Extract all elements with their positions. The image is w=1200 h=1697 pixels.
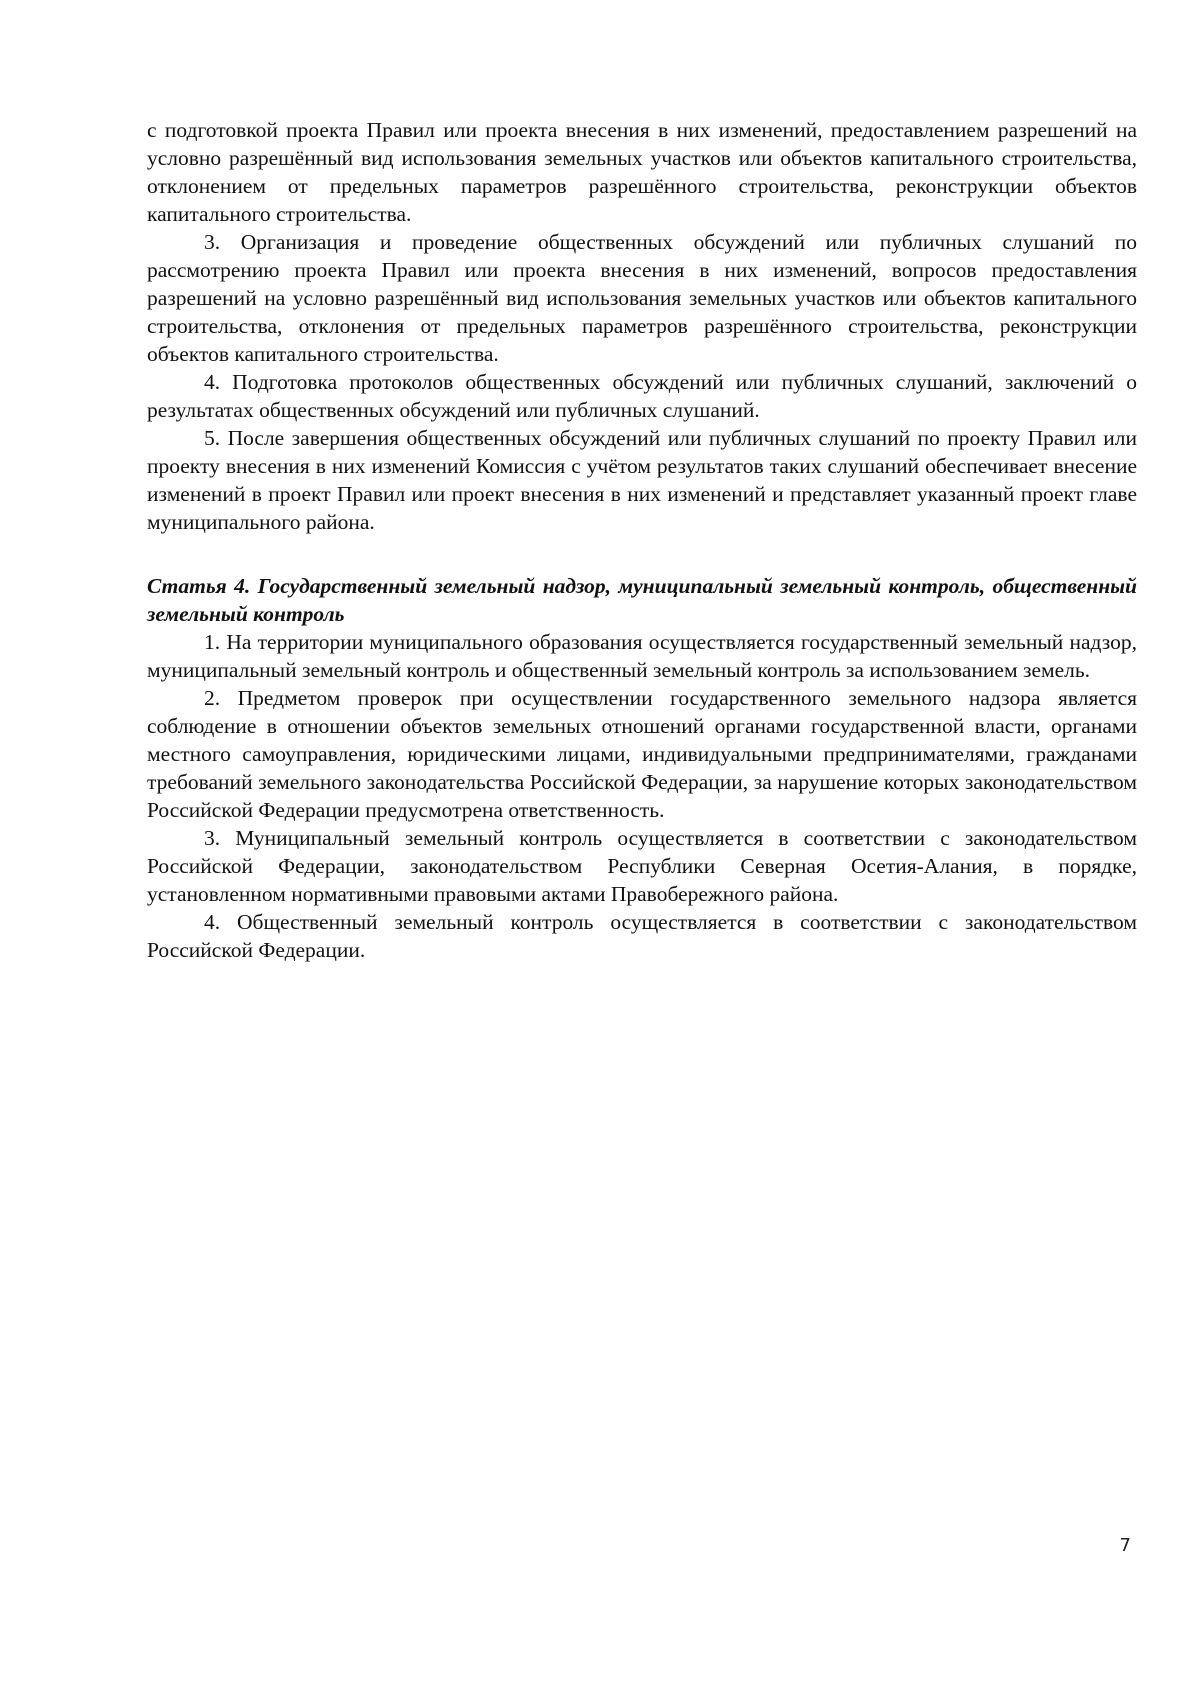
document-body — [147, 116, 1137, 964]
paragraph-item-3: 3. Организация и проведение общественных обсуждений или публичных слушаний по рассмотрению проекта Правил или проекта внесения в них изменений, вопросов предоставления разрешений на условно разрешённый вид использования земельных участков или объектов капитального строительства, отклонения от предельных параметров разрешённого строительства, реконструкции объектов капитального строительства. — [147, 230, 1137, 366]
paragraph-item-5: 5. После завершения общественных обсуждений или публичных слушаний по проекту Правил или проекту внесения в них изменений Комиссия с учётом результатов таких слушаний обеспечивает внесение изменений в проект Правил или проект внесения в них изменений и представляет указанный проект главе муниципального района. — [147, 426, 1137, 534]
paragraph-item-4: 4. Подготовка протоколов общественных обсуждений или публичных слушаний, заключений о результатах общественных обсуждений или публичных слушаний. — [147, 370, 1137, 422]
article-4-paragraph-4: 4. Общественный земельный контроль осуществляется в соответствии с законодательством Российской Федерации. — [147, 910, 1137, 962]
article-4-paragraph-1: 1. На территории муниципального образования осуществляется государственный земельный надзор, муниципальный земельный контроль и общественный земельный контроль за использованием земель. — [147, 630, 1137, 682]
page-number: 7 — [1119, 1535, 1131, 1556]
article-4-paragraph-2: 2. Предметом проверок при осуществлении государственного земельного надзора является соблюдение в отношении объектов земельных отношений органами государственной власти, органами местного самоуправления, юридическими лицами, индивидуальными предпринимателями, гражданами требований земельного законодательства Российской Федерации, за нарушение которых законодательством Российской Федерации предусмотрена ответственность. — [147, 686, 1137, 822]
article-4-heading: Статья 4. Государственный земельный надзор, муниципальный земельный контроль, общественный земельный контроль — [147, 574, 1137, 626]
paragraph-continuation: с подготовкой проекта Правил или проекта внесения в них изменений, предоставлением разрешений на условно разрешённый вид использования земельных участков или объектов капитального строительства, отклонением от предельных параметров разрешённого строительства, реконструкции объектов капитального строительства. — [147, 118, 1137, 226]
article-4-paragraph-3: 3. Муниципальный земельный контроль осуществляется в соответствии с законодательством Российской Федерации, законодательством Республики Северная Осетия-Алания, в порядке, установленном нормативными правовыми актами Правобережного района. — [147, 826, 1137, 906]
